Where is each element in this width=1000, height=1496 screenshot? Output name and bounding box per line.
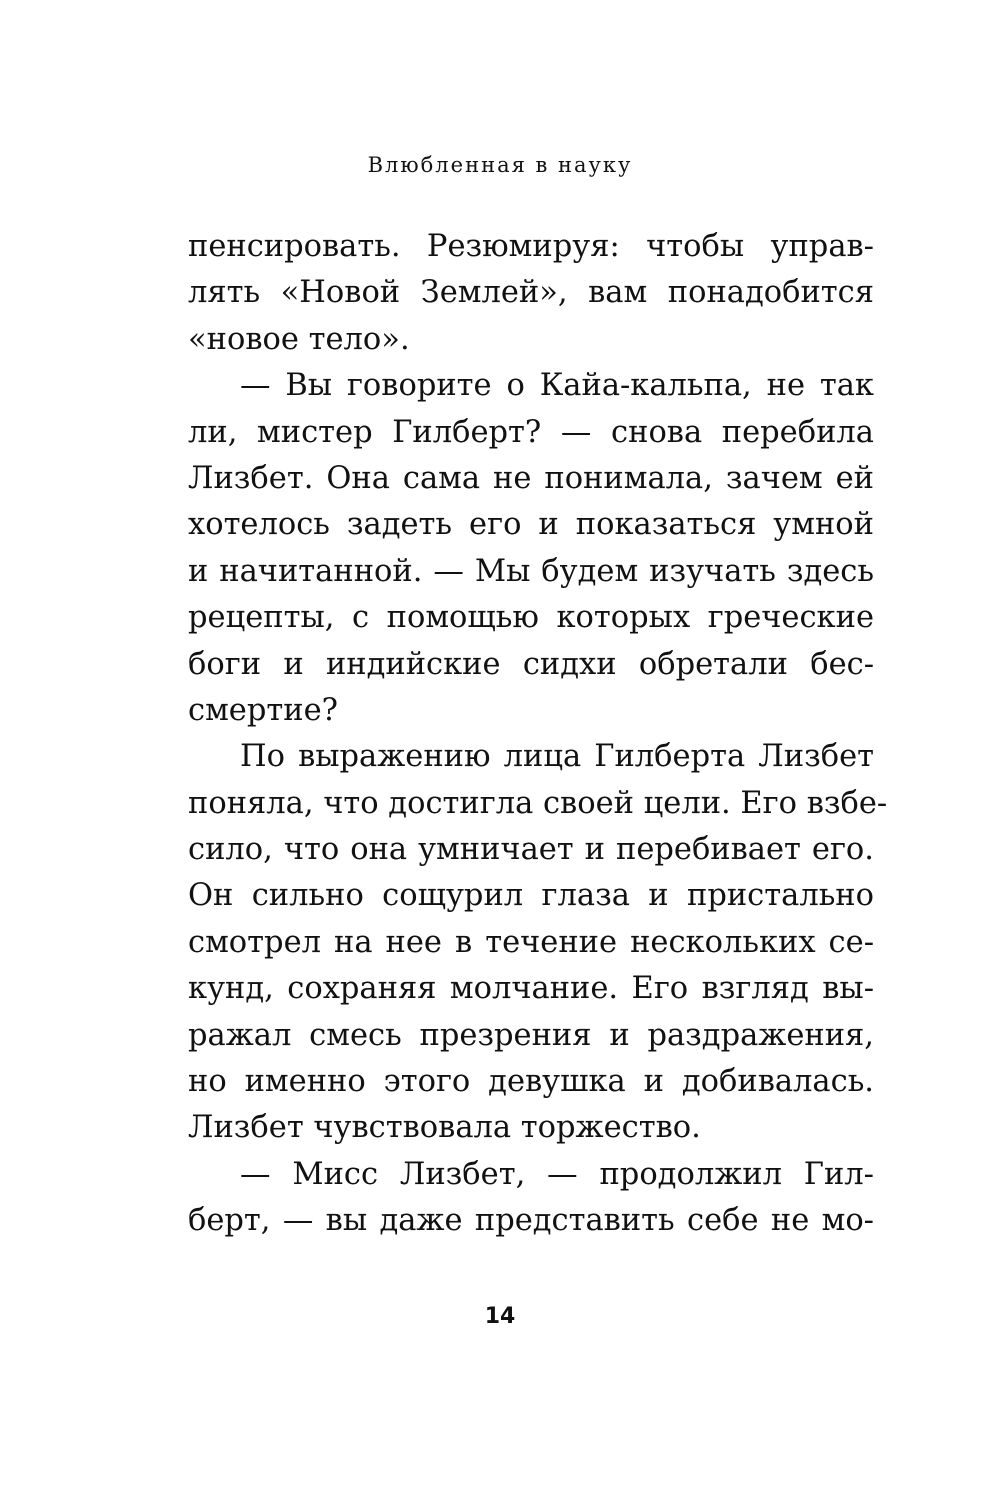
running-head: Влюбленная в науку — [367, 153, 633, 177]
text-line: лять «Новой Землей», вам понадобится — [188, 275, 874, 311]
text-line: хотелось задеть его и показаться умной — [188, 507, 874, 543]
text-line: По выражению лица Гилберта Лизбет — [240, 739, 874, 775]
text-line: «новое тело». — [188, 321, 410, 357]
text-line: и начитанной. — Мы будем изучать здесь — [188, 553, 874, 589]
text-line: — Вы говорите о Кайа-кальпа, не так — [240, 368, 874, 404]
text-line: берт, — вы даже представить себе не мо- — [188, 1203, 874, 1239]
text-line: Лизбет. Она сама не понимала, зачем ей — [188, 460, 874, 496]
text-line: ражал смесь презрения и раздражения, — [188, 1017, 874, 1053]
text-line: кунд, сохраняя молчание. Его взгляд вы- — [188, 971, 874, 1007]
body-text — [188, 224, 888, 1245]
text-line: рецепты, с помощью которых греческие — [188, 600, 874, 636]
text-line: ли, мистер Гилберт? — снова перебила — [188, 414, 874, 450]
text-line: смертие? — [188, 692, 338, 728]
text-line: боги и индийские сидхи обретали бес- — [188, 646, 874, 682]
text-line: Лизбет чувствовала торжество. — [188, 1110, 701, 1146]
text-line: — Мисс Лизбет, — продолжил Гил- — [240, 1156, 874, 1192]
text-line: Он сильно сощурил глаза и пристально — [188, 878, 874, 914]
text-line: смотрел на нее в течение нескольких се- — [188, 924, 874, 960]
text-line: но именно этого девушка и добивалась. — [188, 1064, 874, 1100]
text-line: поняла, что достигла своей цели. Его взбе- — [188, 785, 888, 821]
text-line: пенсировать. Резюмируя: чтобы управ- — [188, 229, 874, 264]
page-number: 14 — [484, 1304, 516, 1329]
text-line: сило, что она умничает и перебивает его. — [188, 832, 874, 868]
